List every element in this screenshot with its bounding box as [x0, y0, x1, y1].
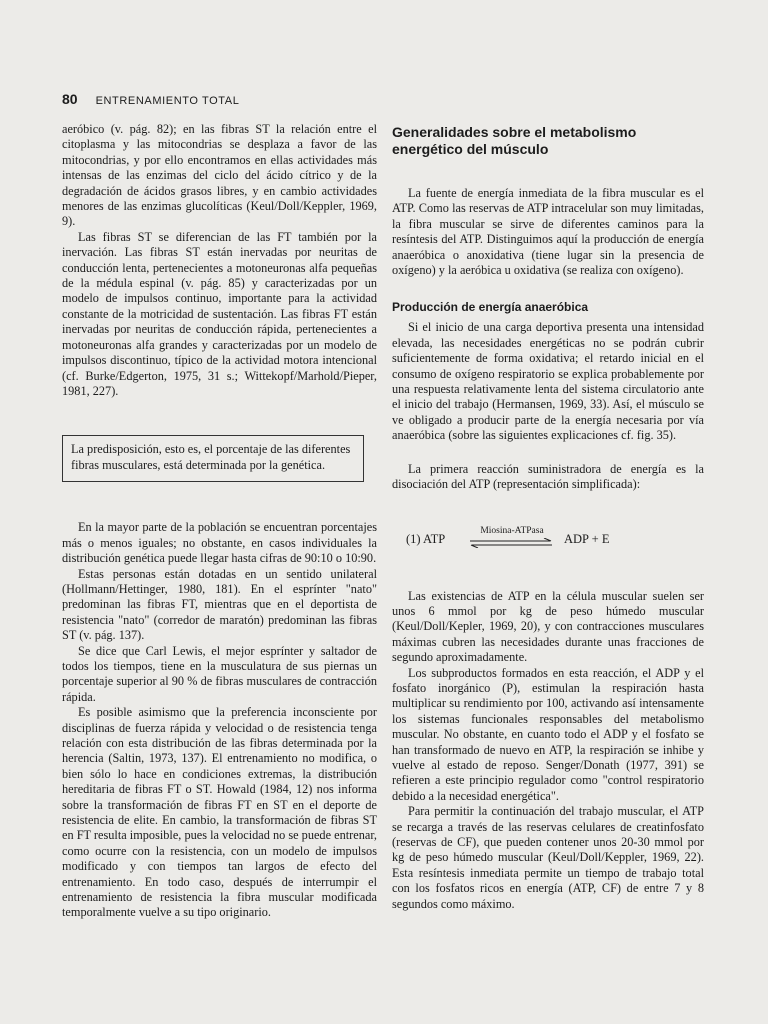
- page-number: 80: [62, 91, 78, 107]
- left-column: [62, 122, 377, 921]
- enzyme-label: Miosina-ATPasa: [480, 525, 544, 536]
- paragraph: Para permitir la continuación del trabajo muscular, el ATP se recarga a través de las reservas celulares de creatinfosfato (reservas de CF), que pueden contener unos 20-30 mmol por kg de peso húmedo muscular (Keul/Doll/Keppler, 1969, 22). Esta resíntesis inmediata permite un tiempo de trabajo total con los fosfatos ricos en energía (ATP, CF) de entre 7 y 8 segundos como máximo.: [392, 804, 704, 911]
- equilibrium-arrow-icon: [468, 538, 554, 548]
- paragraph: En la mayor parte de la población se encuentran porcentajes más o menos iguales; no obstante, en casos individuales la distribución genética puede llegar hasta cifras de 90:10 o 10:90.: [62, 520, 377, 566]
- subsection-heading: Producción de energía anaeróbica: [392, 300, 589, 315]
- paragraph: Se dice que Carl Lewis, el mejor esprínter y saltador de todos los tiempos, tiene en la musculatura de sus piernas un porcentaje superior al 90 % de fibras musculares de contracción rápida.: [62, 643, 377, 704]
- running-head: [62, 91, 239, 109]
- running-title: ENTRENAMIENTO TOTAL: [95, 95, 240, 107]
- paragraph: Es posible asimismo que la preferencia inconsciente por disciplinas de fuerza rápida y velocidad o de resistencia tenga relación con esta distribución de las fibras determinada por la herencia (Saltin, 1973, 137). El entrenamiento no modifica, o bien sólo lo hace en condiciones extremas, la distribución hereditaria de fibras FT o ST. Howald (1984, 12) nos informa sobre la transformación de fibras FT en ST en el deporte de resistencia de elite. En cambio, la transformación de fibras ST en FT resulta imposible, pues la velocidad no se puede entrenar, como ocurre con la resistencia, con un modelo de impulsos modificado y con tiempos tan largos de efecto del entrenamiento. En todo caso, después de interrumpir el entrenamiento de resistencia la fibra muscular modificada temporalmente vuelve a su tipo originario.: [62, 705, 377, 920]
- reaction-equation: [392, 525, 704, 555]
- paragraph: La fuente de energía inmediata de la fibra muscular es el ATP. Como las reservas de ATP intracelular son muy limitadas, la fibra muscular se sirve de diferentes caminos para la resíntesis del ATP. Distinguimos aquí la producción de energía anaeróbica o anoxidativa (tiene lugar sin la presencia de oxígeno) y la aeróbica u oxidativa (se realiza con oxígeno).: [392, 186, 704, 278]
- paragraph: aeróbico (v. pág. 82); en las fibras ST la relación entre el citoplasma y las mitocondrias se desplaza a favor de las mitocondrias, y por ello encontramos en ellas actividades más intensas de las enzimas del ciclo del ácido cítrico y de la degradación de ácidos grasos libres, y en cambio actividades menores de las enzimas glucolíticas (Keul/Doll/Keppler, 1969, 9).: [62, 122, 377, 229]
- section-heading: Generalidades sobre el metabolismo energético del músculo: [392, 124, 637, 157]
- equation-reactant: (1) ATP: [406, 532, 446, 546]
- highlight-box: La predisposición, esto es, el porcentaje de las diferentes fibras musculares, está determinada por la genética.: [62, 435, 364, 482]
- paragraph: Estas personas están dotadas en un sentido unilateral (Hollmann/Hettinger, 1980, 181). En el esprínter "nato" predominan las fibras FT, mientras que en el deportista de resistencia "nato" (corredor de maratón) predominan las fibras ST (v. pág. 137).: [62, 566, 377, 643]
- paragraph: Los subproductos formados en esta reacción, el ADP y el fosfato inorgánico (P), estimulan la respiración hasta multiplicar su rendimiento por 100, activando así intensamente los sistemas funcionales responsables del metabolismo muscular. No obstante, en cuanto todo el ADP y el fosfato se han transformado de nuevo en ATP, la respiración se inhibe y vuelve al estado de reposo. Senger/Donath (1977, 391) se refieren a este principio regulador como "control respiratorio debido a la necesidad energética".: [392, 665, 704, 803]
- paragraph: La primera reacción suministradora de energía es la disociación del ATP (representación simplificada):: [392, 461, 704, 492]
- right-column: [392, 122, 704, 912]
- paragraph: Si el inicio de una carga deportiva presenta una intensidad elevada, las necesidades energéticas no se podrán cubrir suficientemente de forma oxidativa; el retardo inicial en el consumo de oxígeno respiratorio se explica probablemente por una respuesta relativamente lenta del sistema circulatorio ante el inicio del trabajo (Hermansen, 1969, 33). Así, el músculo se ve obligado a producir parte de la energía necesaria por vía anaeróbica (sobre las siguientes explicaciones cf. fig. 35).: [392, 320, 704, 443]
- paragraph: Las existencias de ATP en la célula muscular suelen ser unos 6 mmol por kg de peso húmedo muscular (Keul/Doll/Kepler, 1969, 20), y con contracciones musculares máximas cubren las necesidades durante unas fracciones de segundo aproximadamente.: [392, 588, 704, 665]
- equation-products: ADP + E: [564, 532, 610, 546]
- paragraph: Las fibras ST se diferencian de las FT también por la inervación. Las fibras ST están inervadas por neuritas de conducción lenta, pertenecientes a motoneuronas alfa pequeñas de la médula espinal (v. pág. 85) y caracterizadas por un modelo de impulsos continuo, importante para la actividad constante de la motricidad de sustentación. Las fibras FT están inervadas por neuritas de conducción rápida, pertenecientes a motoneuronas alfa grandes y caracterizadas por un modelo de impulsos discontinuo, típico de la actividad motora intencional (cf. Burke/Edgerton, 1975, 31 s.; Wittekopf/Marhold/Pieper, 1981, 227).: [62, 229, 377, 398]
- equilibrium-arrow: [468, 525, 554, 555]
